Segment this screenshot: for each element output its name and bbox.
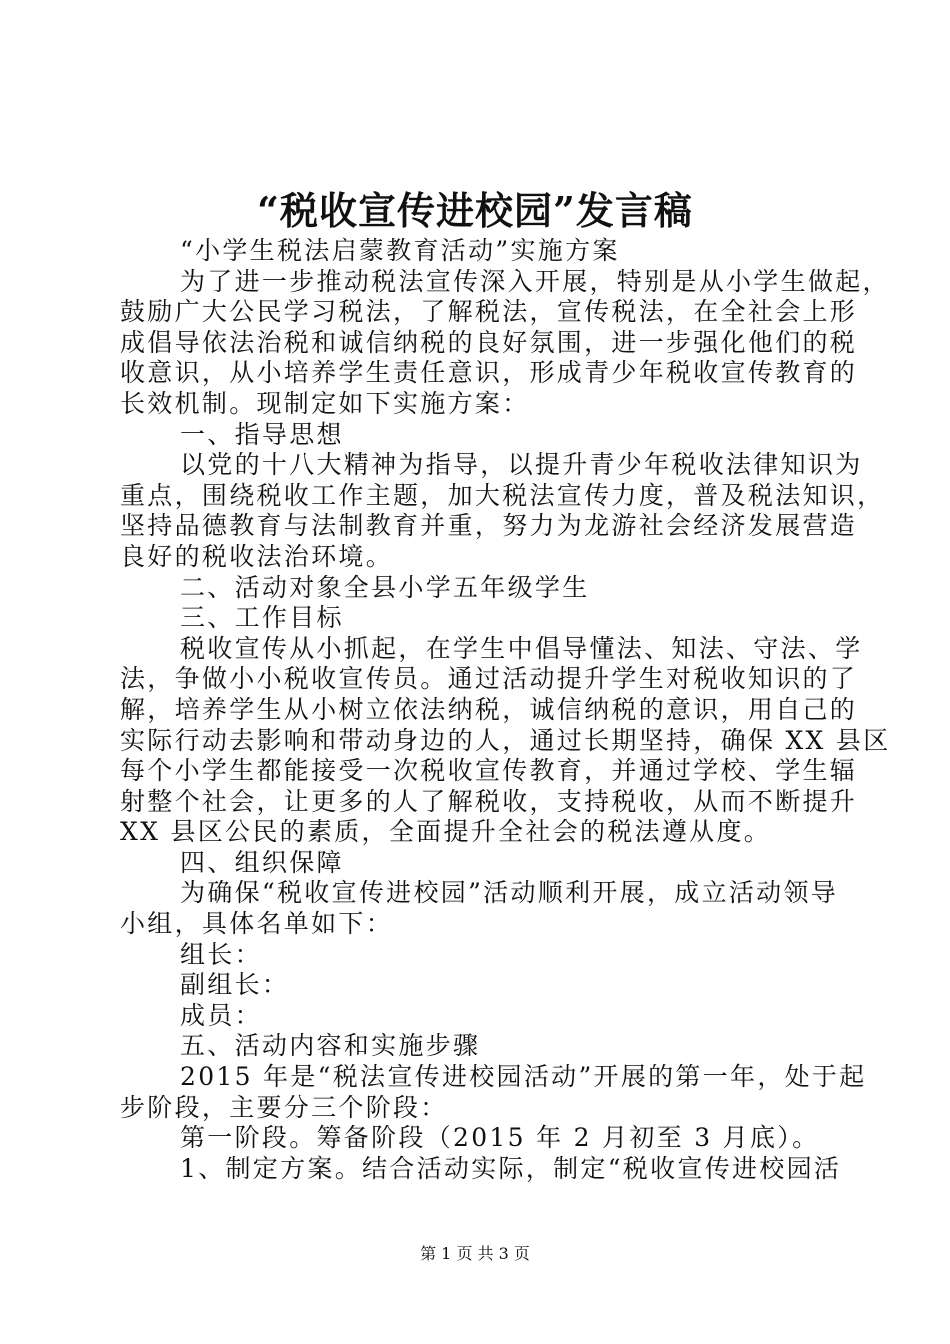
paragraph-line: 法，争做小小税收宣传员。通过活动提升学生对税收知识的了 xyxy=(120,664,858,694)
paragraph-line: 为了进一步推动税法宣传深入开展，特别是从小学生做起， xyxy=(180,266,890,296)
paragraph-line: 一、指导思想 xyxy=(180,419,344,449)
paragraph-line: 成员： xyxy=(180,1000,262,1030)
document-body xyxy=(120,236,891,1184)
paragraph-line: 解，培养学生从小树立依法纳税，诚信纳税的意识，用自己的 xyxy=(120,694,858,724)
paragraph-line: 2015 年是“税法宣传进校园活动”开展的第一年，处于起 xyxy=(180,1062,867,1092)
paragraph-line: 四、组织保障 xyxy=(180,847,344,877)
paragraph-line: 长效机制。现制定如下实施方案： xyxy=(120,388,530,418)
paragraph-line: 为确保“税收宣传进校园”活动顺利开展，成立活动领导 xyxy=(180,878,839,908)
paragraph-line: 1、制定方案。结合活动实际，制定“税收宣传进校园活 xyxy=(180,1153,842,1183)
paragraph-line: 小组，具体名单如下： xyxy=(120,909,394,939)
paragraph-line: 第一阶段。筹备阶段（2015 年 2 月初至 3 月底）。 xyxy=(180,1123,820,1153)
paragraph-line: 良好的税收法治环境。 xyxy=(120,541,394,571)
paragraph-line: 以党的十八大精神为指导，以提升青少年税收法律知识为 xyxy=(180,450,863,480)
paragraph-line: “小学生税法启蒙教育活动”实施方案 xyxy=(180,236,620,265)
paragraph-line: 组长： xyxy=(180,939,262,969)
paragraph-line: 成倡导依法治税和诚信纳税的良好氛围，进一步强化他们的税 xyxy=(120,327,858,357)
paragraph-line: 重点，围绕税收工作主题，加大税法宣传力度，普及税法知识， xyxy=(120,480,885,510)
paragraph-line: 实际行动去影响和带动身边的人，通过长期坚持，确保 XX 县区 xyxy=(120,725,891,755)
paragraph-line: 五、活动内容和实施步骤 xyxy=(180,1031,481,1061)
document-title: “税收宣传进校园”发言稿 xyxy=(257,188,693,233)
paragraph-line: 坚持品德教育与法制教育并重，努力为龙游社会经济发展营造 xyxy=(120,511,858,541)
paragraph-line: 步阶段，主要分三个阶段： xyxy=(120,1092,448,1122)
paragraph-line: 射整个社会，让更多的人了解税收，支持税收，从而不断提升 xyxy=(120,786,858,816)
paragraph-line: 税收宣传从小抓起，在学生中倡导懂法、知法、守法、学 xyxy=(180,633,863,663)
paragraph-line: XX 县区公民的素质，全面提升全社会的税法遵从度。 xyxy=(120,817,772,847)
paragraph-line: 每个小学生都能接受一次税收宣传教育，并通过学校、学生辐 xyxy=(120,756,858,786)
paragraph-line: 副组长： xyxy=(180,970,290,1000)
paragraph-line: 三、工作目标 xyxy=(180,603,344,633)
page-footer: 第 1 页 共 3 页 xyxy=(420,1244,530,1263)
paragraph-line: 收意识，从小培养学生责任意识，形成青少年税收宣传教育的 xyxy=(120,358,858,388)
paragraph-line: 鼓励广大公民学习税法，了解税法，宣传税法，在全社会上形 xyxy=(120,297,858,327)
paragraph-line: 二、活动对象全县小学五年级学生 xyxy=(180,572,590,602)
